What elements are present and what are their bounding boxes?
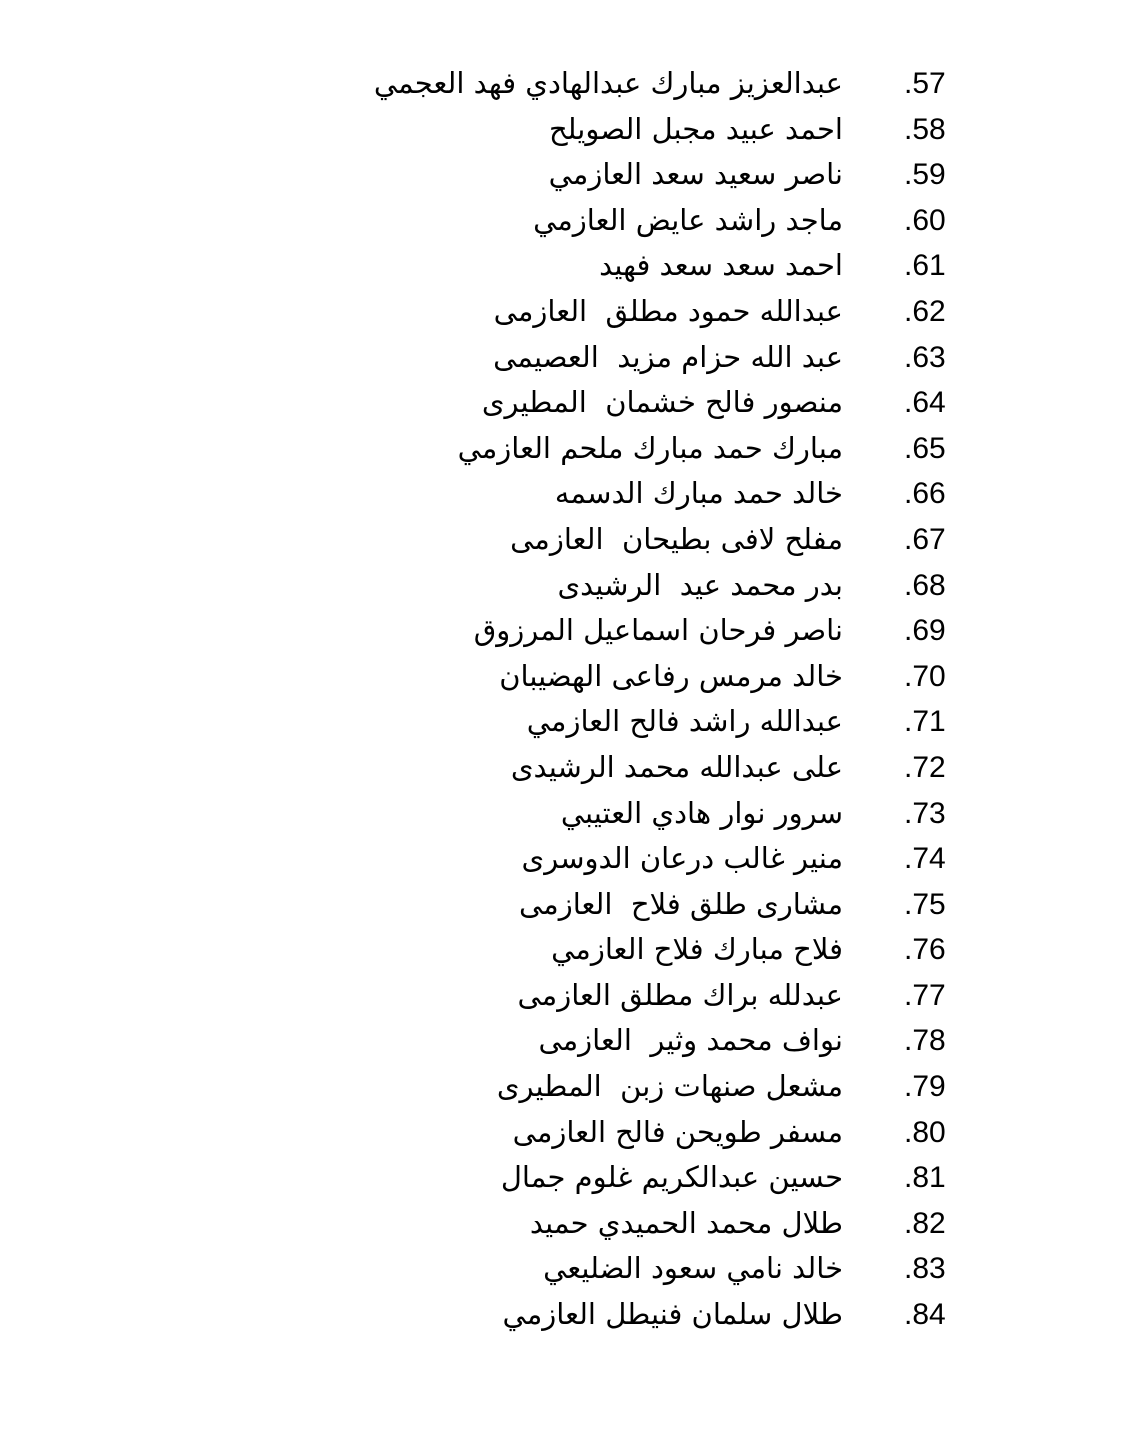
list-item bbox=[0, 1292, 1133, 1338]
list-item bbox=[0, 152, 1133, 198]
list-item-number: .67 bbox=[904, 522, 946, 556]
list-item bbox=[0, 1110, 1133, 1156]
list-item-number: .60 bbox=[904, 203, 946, 237]
list-item bbox=[0, 1155, 1133, 1201]
list-item-name: خالد نامي سعود الضليعي bbox=[543, 1251, 843, 1286]
list-item bbox=[0, 1246, 1133, 1292]
list-item bbox=[0, 882, 1133, 928]
list-item-name: عبدالعزيز مبارك عبدالهادي فهد العجمي bbox=[373, 66, 843, 100]
list-item-number: .79 bbox=[904, 1070, 946, 1104]
list-item-number: .75 bbox=[904, 887, 946, 921]
list-item-name: عبدالله راشد فالح العازمي bbox=[526, 704, 843, 739]
list-item bbox=[0, 61, 1133, 107]
list-item-number: .81 bbox=[904, 1161, 946, 1195]
list-item-name: منير غالب درعان الدوسرى bbox=[521, 841, 843, 876]
list-item-number: .66 bbox=[904, 477, 946, 511]
list-item-name: فلاح مبارك فلاح العازمي bbox=[551, 932, 843, 967]
list-item bbox=[0, 699, 1133, 745]
list-item-name: مفلح لافى بطيحان العازمى bbox=[510, 521, 843, 556]
list-item-name: مشارى طلق فلاح العازمى bbox=[519, 886, 843, 921]
list-item bbox=[0, 289, 1133, 335]
list-item-number: .72 bbox=[904, 750, 946, 784]
list-item bbox=[0, 517, 1133, 563]
list-item bbox=[0, 973, 1133, 1019]
list-item-number: .76 bbox=[904, 933, 946, 967]
list-item bbox=[0, 1201, 1133, 1247]
list-item bbox=[0, 198, 1133, 244]
list-item-number: .65 bbox=[904, 431, 946, 465]
list-item-name: عبد الله حزام مزيد العصيمى bbox=[493, 339, 843, 374]
list-item-number: .82 bbox=[904, 1206, 946, 1240]
list-item-number: .74 bbox=[904, 842, 946, 876]
list-item bbox=[0, 426, 1133, 472]
list-item-name: عبدالله حمود مطلق العازمى bbox=[493, 293, 843, 328]
list-item bbox=[0, 836, 1133, 882]
list-item-name: منصور فالح خشمان المطيرى bbox=[481, 385, 843, 420]
list-item-name: ناصر سعيد سعد العازمي bbox=[548, 157, 843, 192]
list-item-name: نواف محمد وثير العازمى bbox=[538, 1023, 843, 1058]
list-item-name: مبارك حمد مبارك ملحم العازمي bbox=[457, 430, 843, 465]
list-item bbox=[0, 1064, 1133, 1110]
list-item bbox=[0, 563, 1133, 609]
list-item-number: .84 bbox=[904, 1298, 946, 1332]
list-item-number: .77 bbox=[904, 978, 946, 1012]
list-item-name: مشعل صنهات زبن المطيرى bbox=[496, 1069, 843, 1104]
list-item-number: .83 bbox=[904, 1252, 946, 1286]
list-item-number: .59 bbox=[904, 158, 946, 192]
list-item-number: .78 bbox=[904, 1024, 946, 1058]
list-item bbox=[0, 471, 1133, 517]
list-item-number: .62 bbox=[904, 294, 946, 328]
list-item-number: .68 bbox=[904, 568, 946, 602]
list-item bbox=[0, 745, 1133, 791]
list-item-number: .63 bbox=[904, 340, 946, 374]
list-item-number: .58 bbox=[904, 112, 946, 146]
list-item-number: .80 bbox=[904, 1115, 946, 1149]
list-item-name: خالد حمد مبارك الدسمه bbox=[554, 476, 843, 511]
list-item-number: .71 bbox=[904, 705, 946, 739]
list-item bbox=[0, 335, 1133, 381]
list-item-name: ماجد راشد عايض العازمي bbox=[533, 202, 843, 237]
list-item-number: .69 bbox=[904, 614, 946, 648]
list-item bbox=[0, 243, 1133, 289]
list-item-number: .64 bbox=[904, 386, 946, 420]
list-item bbox=[0, 107, 1133, 153]
list-item-name: طلال محمد الحميدي حميد bbox=[529, 1205, 843, 1240]
list-item bbox=[0, 654, 1133, 700]
list-item-name: مسفر طويحن فالح العازمى bbox=[512, 1114, 843, 1149]
list-item bbox=[0, 927, 1133, 973]
list-item-name: احمد سعد سعد فهيد bbox=[599, 248, 843, 283]
list-item-name: عبدلله براك مطلق العازمى bbox=[517, 977, 843, 1012]
list-item bbox=[0, 1018, 1133, 1064]
list-item-name: سرور نوار هادي العتيبي bbox=[560, 795, 843, 830]
list-item-name: حسين عبدالكريم غلوم جمال bbox=[500, 1160, 843, 1195]
list-item bbox=[0, 791, 1133, 837]
list-item bbox=[0, 608, 1133, 654]
list-item-name: ناصر فرحان اسماعيل المرزوق bbox=[473, 613, 843, 648]
list-item-name: خالد مرمس رفاعى الهضيبان bbox=[499, 658, 843, 693]
list-item bbox=[0, 380, 1133, 426]
list-item-number: .73 bbox=[904, 796, 946, 830]
list-item-number: .57 bbox=[904, 67, 946, 100]
names-list bbox=[0, 61, 1133, 1338]
list-item-name: بدر محمد عيد الرشيدى bbox=[557, 567, 843, 602]
list-item-number: .61 bbox=[904, 249, 946, 283]
list-item-name: احمد عبيد مجبل الصويلح bbox=[548, 111, 843, 146]
list-item-name: على عبدالله محمد الرشيدى bbox=[510, 749, 843, 784]
list-item-name: طلال سلمان فنيطل العازمي bbox=[502, 1297, 843, 1332]
list-item-number: .70 bbox=[904, 659, 946, 693]
